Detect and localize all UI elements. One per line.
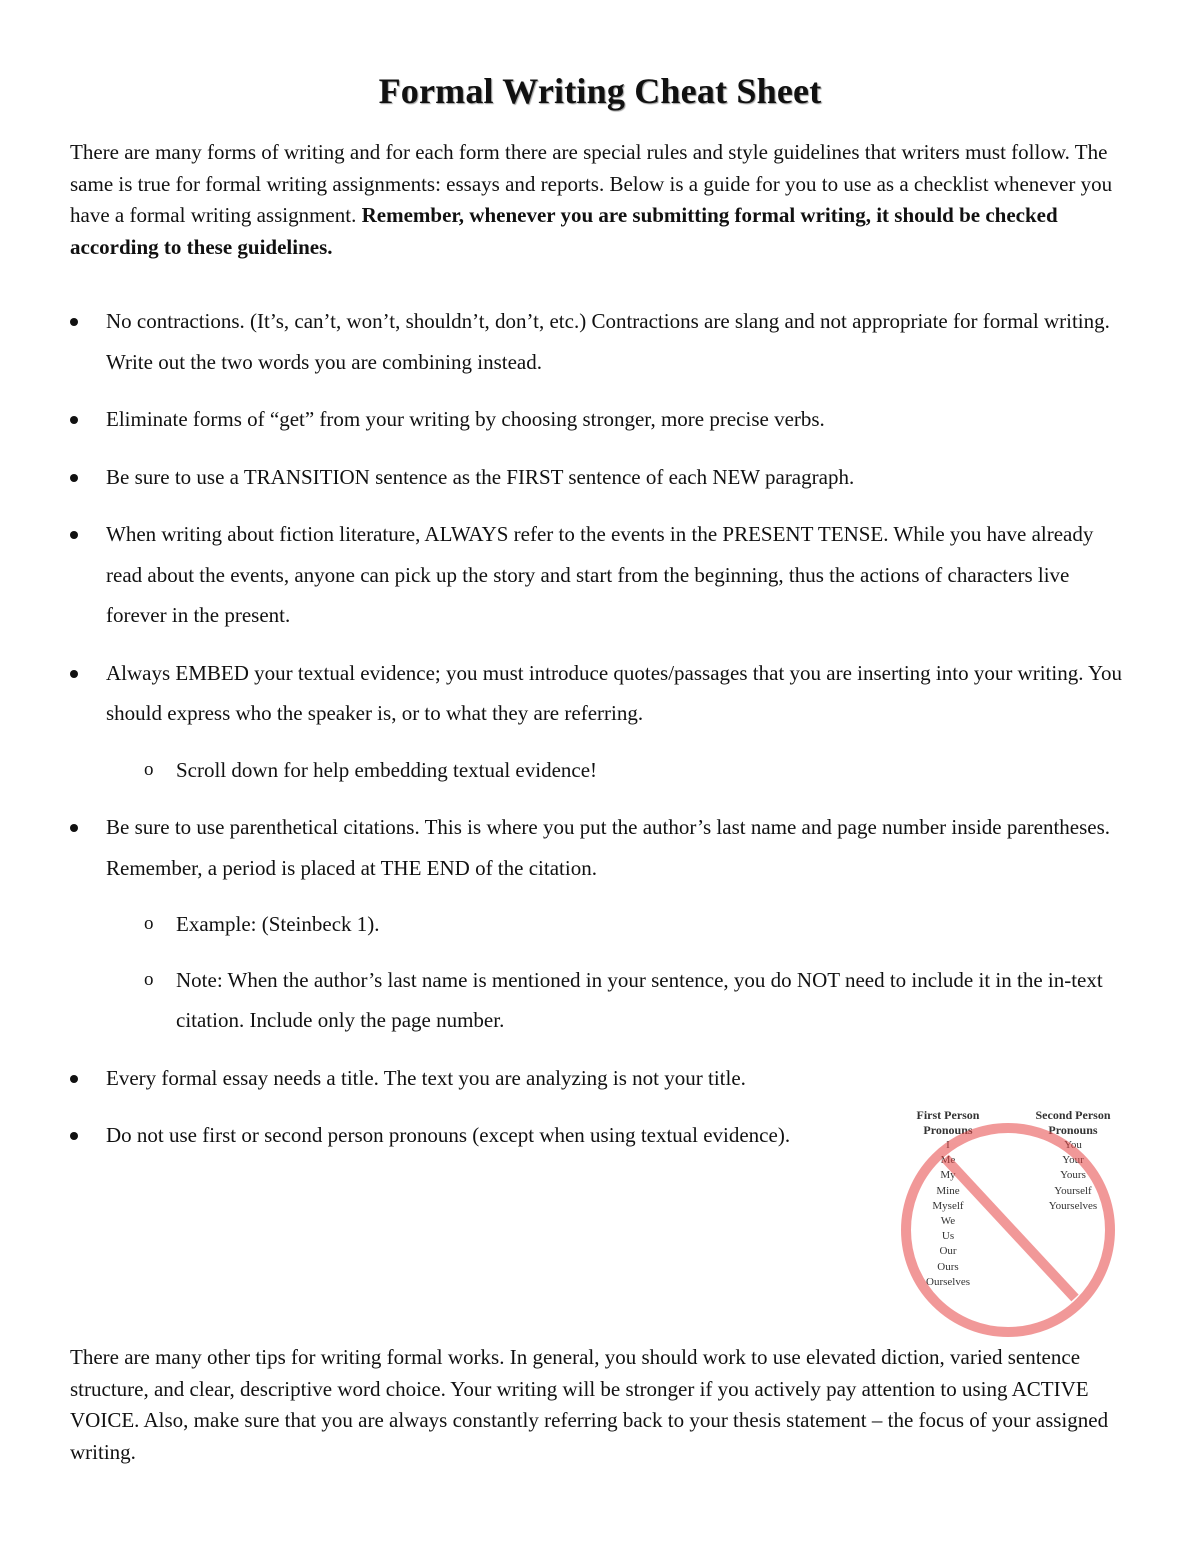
- second-person-header: Second Person Pronouns: [1035, 1108, 1111, 1137]
- sub-list-item: o Example: (Steinbeck 1).: [106, 904, 1132, 945]
- list-item: Do not use first or second person pronouns (except when using textual evidence).: [70, 1115, 1132, 1156]
- list-item: When writing about fiction literature, ALWAYS refer to the events in the PRESENT TENSE. While you have already read about the events, anyone can pick up the story and start from the beginning, thus the actions of characters live forever in the present.: [70, 514, 1132, 636]
- pronoun-item: Our: [939, 1245, 957, 1258]
- guideline-list: [70, 301, 1132, 1173]
- pronoun-item: Us: [941, 1230, 955, 1243]
- list-item: Every formal essay needs a title. The text you are analyzing is not your title.: [70, 1058, 1132, 1099]
- bullet-icon: [70, 416, 78, 424]
- pronoun-item: I: [946, 1139, 950, 1151]
- page-title: Formal Writing Cheat Sheet: [378, 71, 822, 111]
- bullet-icon: [70, 531, 78, 539]
- sub-list-item: o Note: When the author’s last name is mentioned in your sentence, you do NOT need to include it in the in-text citation. Include only the page number.: [106, 960, 1132, 1041]
- list-item: Be sure to use a TRANSITION sentence as the FIRST sentence of each NEW paragraph.: [70, 457, 1132, 498]
- bullet-icon: [70, 1132, 78, 1140]
- bullet-icon: [70, 474, 78, 482]
- circle-bullet-icon: [144, 904, 154, 945]
- intro-text: There are many forms of writing and for each form there are special rules and style guidelines that writers must follow. The same is true for formal writing assignments: essays and reports. Below is a guide for you to use as a checklist whenever you have a formal writing assignment.: [70, 140, 1113, 227]
- pronoun-item: Yourself: [1054, 1184, 1092, 1197]
- second-person-column: [1023, 1108, 1123, 1214]
- pronoun-graphic: [893, 1108, 1128, 1293]
- intro-bold-reminder: Remember, whenever you are submitting formal writing, it should be checked according to these guidelines.: [70, 203, 1058, 259]
- sub-list-embed: [106, 750, 1132, 791]
- list-item: Eliminate forms of “get” from your writing by choosing stronger, more precise verbs.: [70, 399, 1132, 440]
- pronoun-item: Myself: [932, 1199, 964, 1212]
- bullet-icon: [70, 318, 78, 326]
- circle-bullet-icon: [144, 960, 154, 1001]
- bullet-icon: [70, 670, 78, 678]
- sub-list-citation: [106, 904, 1132, 1041]
- list-item: Be sure to use parenthetical citations. This is where you put the author’s last name and page number inside parentheses. Remember, a period is placed at THE END of the citation. o Example: (Steinbeck 1). o Note: When the author’s last name is mentioned in your sentence, you do NOT need to include it in the in-text citation. Include only the page number.: [70, 807, 1132, 1041]
- list-item: Always EMBED your textual evidence; you must introduce quotes/passages that you are inserting into your writing. You should express who the speaker is, or to what they are referring. o Scroll down for help embedding textual evidence!: [70, 653, 1132, 791]
- pronoun-item: Your: [1062, 1154, 1084, 1167]
- pronoun-item: We: [940, 1215, 956, 1228]
- bullet-icon: [70, 1075, 78, 1083]
- pronoun-item: Ours: [937, 1260, 959, 1273]
- intro-paragraph: [70, 137, 1130, 263]
- pronoun-item: Yours: [1060, 1169, 1086, 1182]
- pronoun-item: Mine: [936, 1184, 960, 1197]
- bullet-icon: [70, 824, 78, 832]
- pronoun-item: My: [940, 1169, 956, 1182]
- pronoun-item: You: [1064, 1139, 1082, 1151]
- pronoun-item: Yourselves: [1048, 1199, 1098, 1212]
- circle-bullet-icon: [144, 750, 154, 791]
- pronoun-item: Me: [940, 1154, 956, 1167]
- first-person-column: [893, 1108, 1003, 1290]
- pronoun-item: Ourselves: [926, 1275, 970, 1288]
- list-item: No contractions. (It’s, can’t, won’t, shouldn’t, don’t, etc.) Contractions are slang and not appropriate for formal writing. Write out the two words you are combining instead.: [70, 301, 1132, 382]
- sub-list-item: o Scroll down for help embedding textual evidence!: [106, 750, 1132, 791]
- first-person-header: First Person Pronouns: [916, 1108, 980, 1137]
- closing-paragraph: There are many other tips for writing formal works. In general, you should work to use elevated diction, varied sentence structure, and clear, descriptive word choice. Your writing will be stronger if you actively pay attention to using ACTIVE VOICE. Also, make sure that you are always constantly referring back to your thesis statement – the focus of your assigned writing.: [70, 1345, 1109, 1464]
